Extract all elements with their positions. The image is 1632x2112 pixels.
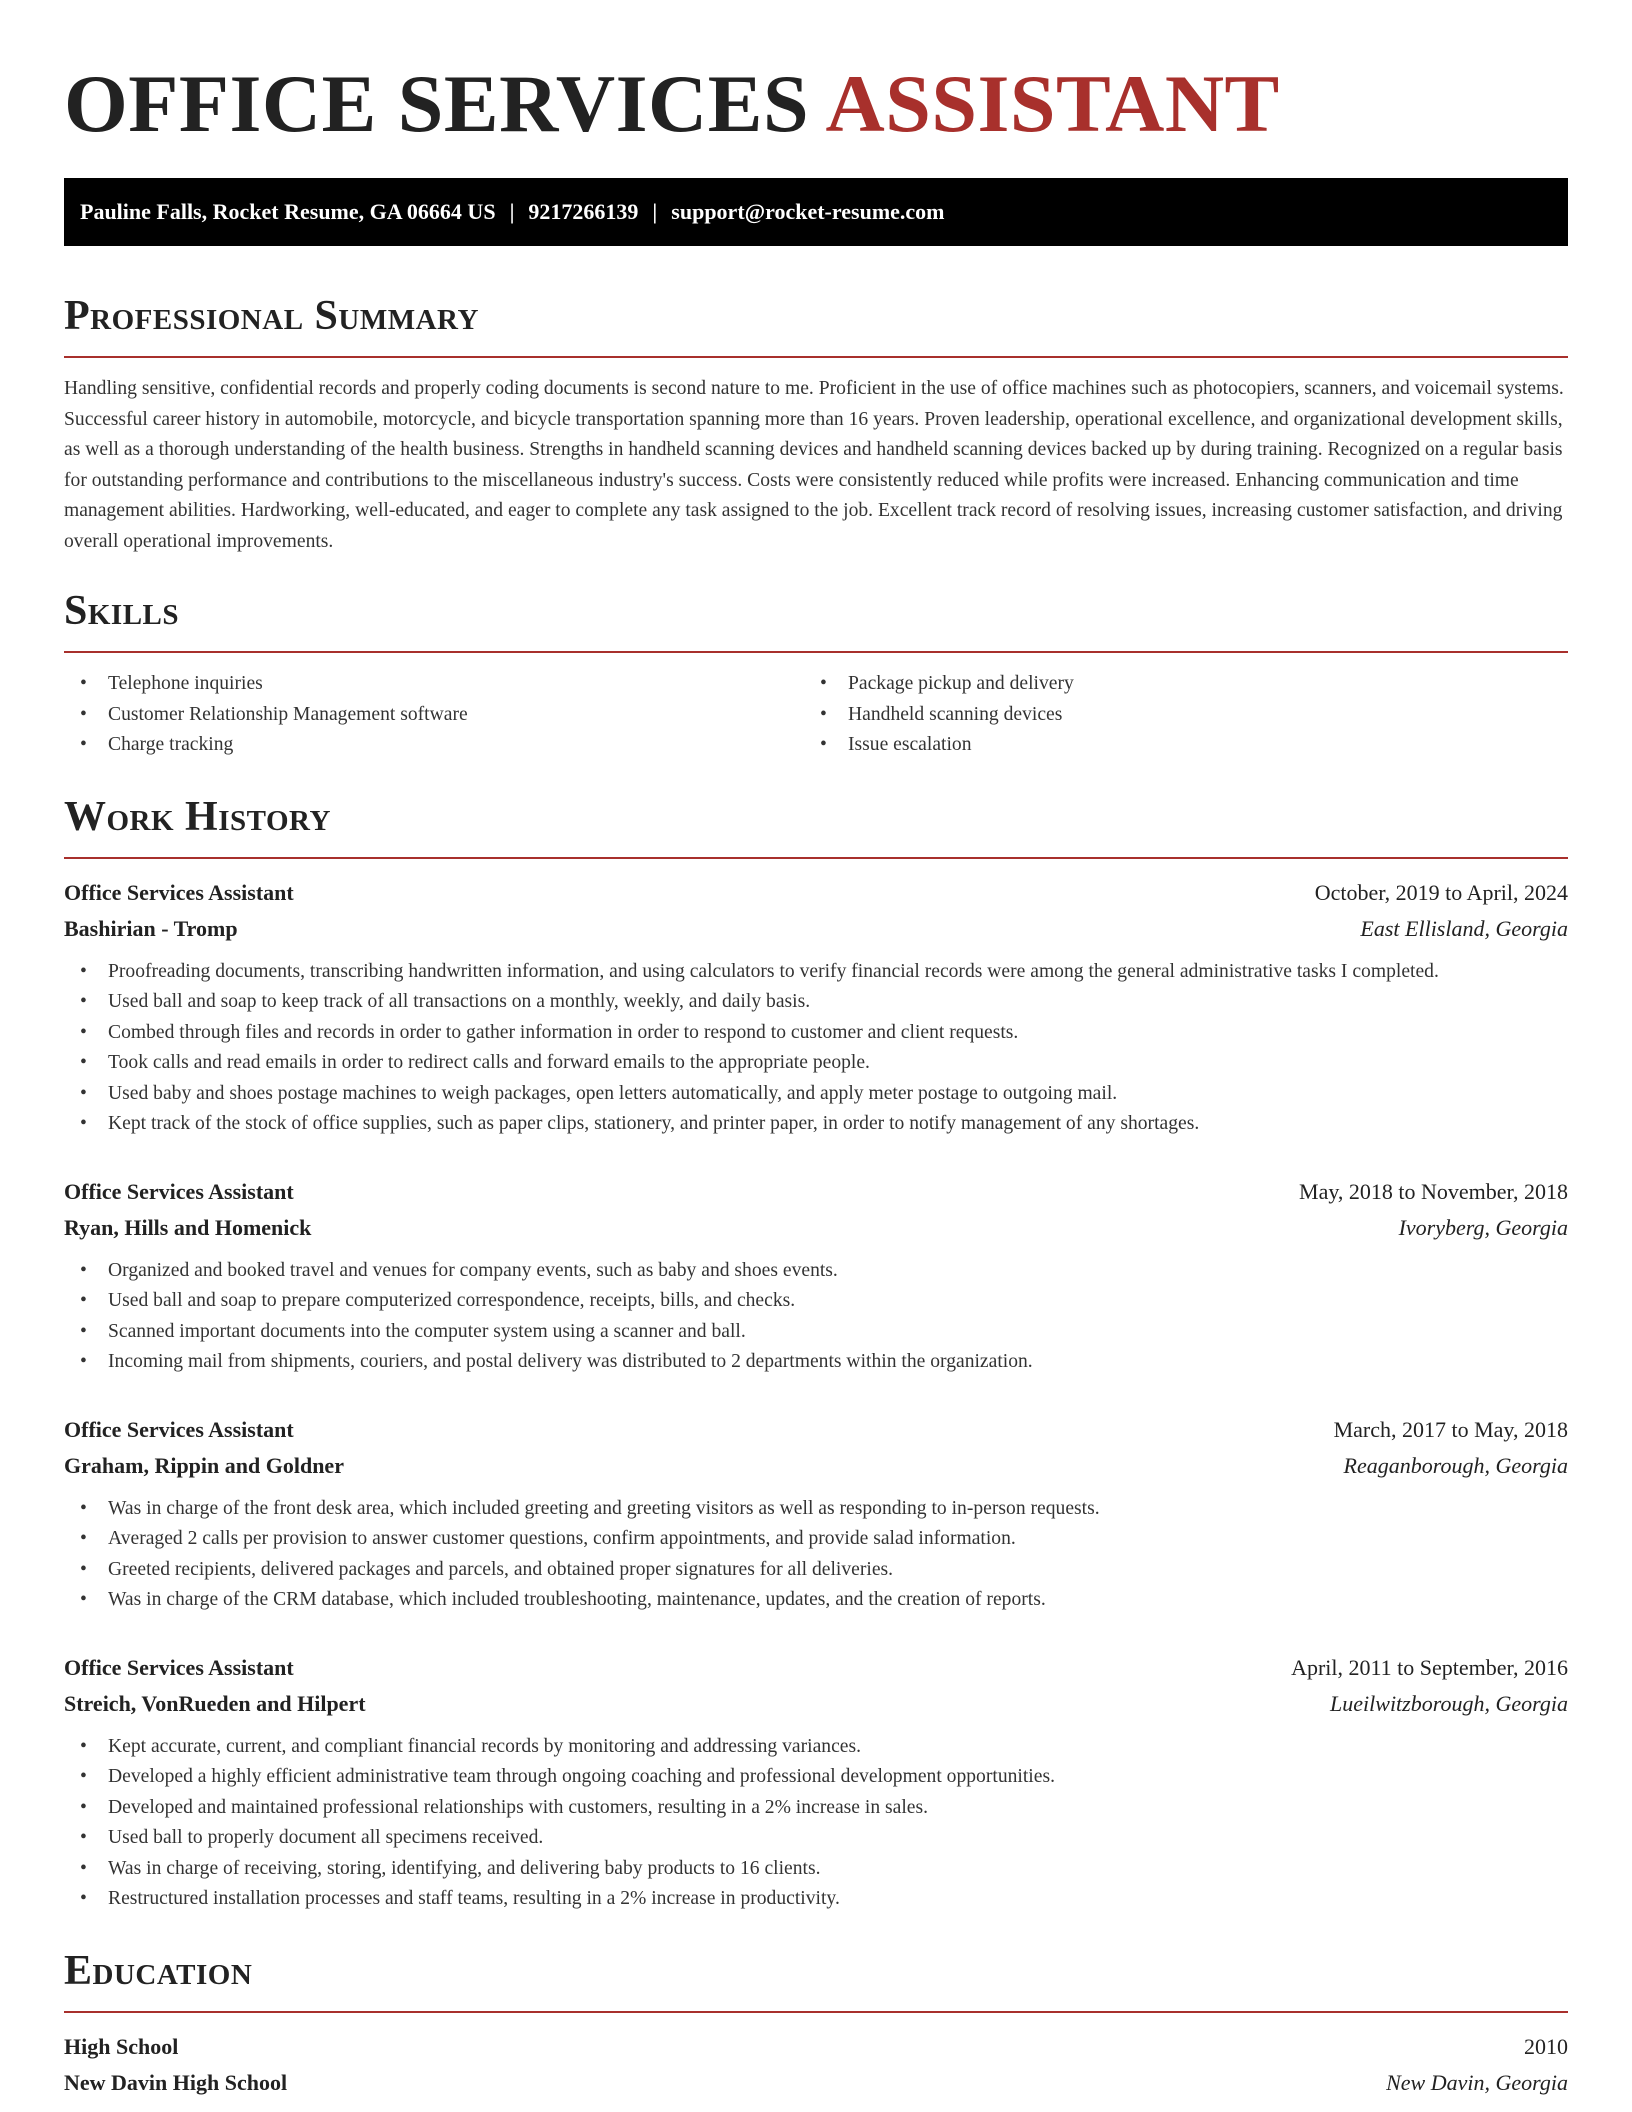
job-bullet: • Developed and maintained professional relationships with customers, resulting in a 2% increase in sales. bbox=[64, 1793, 1568, 1824]
job-bullet: • Was in charge of the CRM database, which included troubleshooting, maintenance, updates, and the creation of reports. bbox=[64, 1585, 1568, 1616]
job-bullet: • Incoming mail from shipments, couriers, and postal delivery was distributed to 2 departments within the organization. bbox=[64, 1347, 1568, 1378]
job-title: Office Services Assistant bbox=[64, 879, 294, 905]
skill-item: • Telephone inquiries bbox=[64, 669, 804, 700]
job-company: Graham, Rippin and Goldner bbox=[64, 1452, 344, 1478]
section-title-summary: Professional Summary bbox=[64, 293, 479, 339]
education-school: New Davin High School bbox=[64, 2069, 288, 2095]
job-bullet: • Used ball and soap to keep track of all transactions on a monthly, weekly, and daily basis. bbox=[64, 987, 1568, 1018]
job-company: Bashirian - Tromp bbox=[64, 915, 238, 941]
section-divider bbox=[64, 2011, 1568, 2013]
contact-separator: | bbox=[652, 199, 658, 224]
job-company-row bbox=[64, 1448, 1568, 1484]
job-header-row bbox=[64, 1174, 1568, 1210]
job-bullets bbox=[64, 1494, 1568, 1616]
job-bullet: • Was in charge of receiving, storing, identifying, and delivering baby products to 16 clients. bbox=[64, 1854, 1568, 1885]
job-bullet: • Developed a highly efficient administrative team through ongoing coaching and professional development opportunities. bbox=[64, 1762, 1568, 1793]
job-title: Office Services Assistant bbox=[64, 1416, 294, 1442]
skill-item: • Handheld scanning devices bbox=[804, 700, 1544, 731]
job-entry bbox=[64, 1174, 1568, 1378]
job-company: Streich, VonRueden and Hilpert bbox=[64, 1690, 366, 1716]
job-company-row bbox=[64, 1210, 1568, 1246]
skills-list bbox=[64, 669, 1568, 761]
job-entry bbox=[64, 875, 1568, 1140]
contact-separator: | bbox=[509, 199, 515, 224]
page-title bbox=[64, 0, 1568, 152]
section-title-education: Education bbox=[64, 1947, 253, 1994]
work-history-section bbox=[64, 791, 1568, 1915]
education-degree: High School bbox=[64, 2033, 179, 2059]
education-school-row bbox=[64, 2065, 1568, 2101]
job-bullets bbox=[64, 1732, 1568, 1915]
job-bullet: • Kept accurate, current, and compliant financial records by monitoring and addressing variances. bbox=[64, 1732, 1568, 1763]
education-header-row bbox=[64, 2029, 1568, 2065]
job-bullets bbox=[64, 1256, 1568, 1378]
job-header-row bbox=[64, 875, 1568, 911]
job-entry bbox=[64, 1412, 1568, 1616]
skills-column-right bbox=[804, 669, 1544, 761]
contact-email[interactable]: support@rocket-resume.com bbox=[671, 199, 945, 224]
job-dates: April, 2011 to September, 2016 bbox=[1291, 1654, 1568, 1680]
contact-phone: 9217266139 bbox=[528, 199, 639, 224]
job-company-row bbox=[64, 911, 1568, 947]
summary-section bbox=[64, 290, 1568, 557]
job-bullet: • Used ball and soap to prepare computerized correspondence, receipts, bills, and checks. bbox=[64, 1286, 1568, 1317]
job-bullet: • Used ball to properly document all specimens received. bbox=[64, 1823, 1568, 1854]
skill-item: • Customer Relationship Management software bbox=[64, 700, 804, 731]
education-entry bbox=[64, 2029, 1568, 2101]
job-bullet: • Was in charge of the front desk area, which included greeting and greeting visitors as well as responding to in-person requests. bbox=[64, 1494, 1568, 1525]
job-entry bbox=[64, 1650, 1568, 1915]
title-accent: ASSISTANT bbox=[825, 58, 1280, 149]
job-bullets bbox=[64, 957, 1568, 1140]
education-section bbox=[64, 1945, 1568, 2101]
job-location: Reaganborough, Georgia bbox=[1343, 1452, 1568, 1478]
section-divider bbox=[64, 857, 1568, 859]
skill-item: • Issue escalation bbox=[804, 730, 1544, 761]
job-bullet: • Scanned important documents into the computer system using a scanner and ball. bbox=[64, 1317, 1568, 1348]
job-location: Ivoryberg, Georgia bbox=[1398, 1214, 1568, 1240]
skill-item: • Charge tracking bbox=[64, 730, 804, 761]
section-divider bbox=[64, 356, 1568, 358]
job-location: Lueilwitzborough, Georgia bbox=[1330, 1690, 1568, 1716]
job-title: Office Services Assistant bbox=[64, 1178, 294, 1204]
job-dates: May, 2018 to November, 2018 bbox=[1299, 1178, 1568, 1204]
job-company-row bbox=[64, 1686, 1568, 1722]
job-bullet: • Proofreading documents, transcribing handwritten information, and using calculators to verify financial records were among the general administrative tasks I completed. bbox=[64, 957, 1568, 988]
job-bullet: • Restructured installation processes and staff teams, resulting in a 2% increase in productivity. bbox=[64, 1884, 1568, 1915]
job-bullet: • Combed through files and records in order to gather information in order to respond to customer and client requests. bbox=[64, 1018, 1568, 1049]
job-title: Office Services Assistant bbox=[64, 1654, 294, 1680]
education-year: 2010 bbox=[1524, 2033, 1568, 2059]
summary-text: Handling sensitive, confidential records and properly coding documents is second nature to me. Proficient in the use of office machines such as photocopiers, scanners, and voicemail systems. Successful career history in automobile, motorcycle, and bicycle transportation spanning more than 16 years. Proven leadership, operational excellence, and organizational development skills, as well as a thorough understanding of the health business. Strengths in handheld scanning devices and handheld scanning devices backed up by during training. Recognized on a regular basis for outstanding performance and contributions to the miscellaneous industry's success. Costs were consistently reduced while profits were increased. Enhancing communication and time management abilities. Hardworking, well-educated, and eager to complete any task assigned to the job. Excellent track record of resolving issues, increasing customer satisfaction, and driving overall operational improvements. bbox=[64, 378, 1564, 552]
job-bullet: • Used baby and shoes postage machines to weigh packages, open letters automatically, and apply meter postage to outgoing mail. bbox=[64, 1079, 1568, 1110]
education-location: New Davin, Georgia bbox=[1386, 2069, 1568, 2095]
job-bullet: • Took calls and read emails in order to redirect calls and forward emails to the appropriate people. bbox=[64, 1048, 1568, 1079]
title-main: OFFICE SERVICES bbox=[64, 58, 810, 149]
job-dates: March, 2017 to May, 2018 bbox=[1333, 1416, 1568, 1442]
section-title-work-history: Work History bbox=[64, 793, 331, 840]
contact-address: Pauline Falls, Rocket Resume, GA 06664 US bbox=[80, 199, 496, 224]
section-title-skills: Skills bbox=[64, 588, 180, 634]
job-location: East Ellisland, Georgia bbox=[1360, 915, 1568, 941]
section-divider bbox=[64, 651, 1568, 653]
job-header-row bbox=[64, 1412, 1568, 1448]
job-company: Ryan, Hills and Homenick bbox=[64, 1214, 312, 1240]
job-bullet: • Averaged 2 calls per provision to answer customer questions, confirm appointments, and provide salad information. bbox=[64, 1524, 1568, 1555]
job-header-row bbox=[64, 1650, 1568, 1686]
skills-section bbox=[64, 585, 1568, 761]
skill-item: • Package pickup and delivery bbox=[804, 669, 1544, 700]
contact-bar bbox=[64, 178, 1568, 246]
job-bullet: • Organized and booked travel and venues for company events, such as baby and shoes events. bbox=[64, 1256, 1568, 1287]
job-bullet: • Greeted recipients, delivered packages and parcels, and obtained proper signatures for all deliveries. bbox=[64, 1555, 1568, 1586]
job-dates: October, 2019 to April, 2024 bbox=[1314, 879, 1568, 905]
job-bullet: • Kept track of the stock of office supplies, such as paper clips, stationery, and printer paper, in order to notify management of any shortages. bbox=[64, 1109, 1568, 1140]
skills-column-left bbox=[64, 669, 804, 761]
